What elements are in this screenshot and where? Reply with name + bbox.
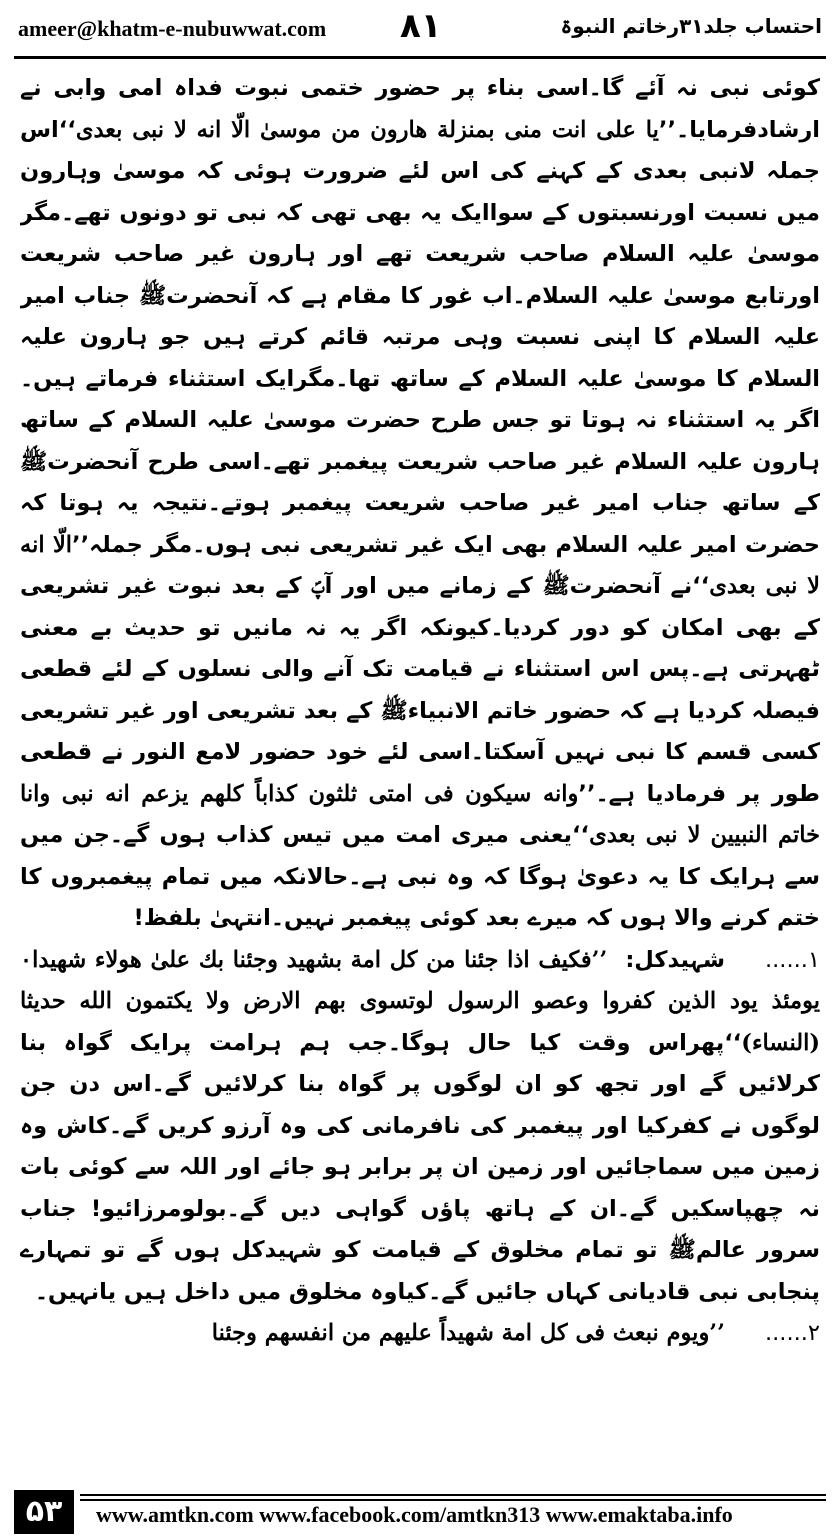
text-run: ‘‘پھراس وقت کیا حال ہوگا۔جب ہم ہرامت پرایک گواہ بنا کرلائیں گے اور تجھ کو ان لوگوں پر گواہ بنا کرلائیں گے۔اس دن جن لوگوں نے کفرکیا اور پیغمبر کی نافرمانی کی وہ آرزو کریں گے۔کاش وہ زمین میں سماجائیں اور زمین ان پر برابر ہو جائے اور اللہ سے کوئی بات نہ چھپاسکیں گے۔ان کے ہاتھ پاؤں گواہی دیں گے۔بولومرزائیو! جناب سرور عالمﷺ تو تمام مخلوق کے قیامت کو شہیدکل ہوں گے تو تمہارے پنجابی نبی قادیانی کہاں جائیں گے۔کیاوہ مخلوق میں داخل ہیں یانہیں۔ — [20, 1029, 820, 1305]
header-divider — [14, 56, 826, 59]
arabic-quote: ’’ویوم نبعث فی کل امة شهیداً علیهم من انفسهم وجئنا — [211, 1320, 725, 1346]
page-footer — [0, 1488, 840, 1540]
footer-divider — [80, 1499, 826, 1501]
text-run: ‘‘نے آنحضرتﷺ کے زمانے میں اور آپؐ کے بعد نبوت غیر تشریعی کے بھی امکان کو دور کردیا۔کیونکہ اگر یہ نہ مانیں تو حدیث بے معنی ٹھہرتی ہے۔پس اس استثناء نے قیامت تک آنے والی نسلوں کے لئے قطعی فیصلہ کردیا ہے کہ حضور خاتم الانبیاءﷺ کے بعد تشریعی اور غیر تشریعی کسی قسم کا نبی نہیں آسکتا۔اسی لئے خود حضور لامع النور نے قطعی طور پر فرمادیا ہے۔’’ — [20, 573, 820, 807]
arabic-quote: وانه سیکون فی امتی ثلثون کذاباً کلهم یزعم انه نبی وانا خاتم النبیین لا نبی بعدی — [20, 780, 820, 848]
header-page-number: ۸۱ — [400, 6, 442, 46]
body-text — [20, 68, 820, 1468]
footer-divider — [80, 1494, 826, 1496]
page-header — [14, 6, 826, 56]
text-run: ‘‘اس جملہ لانبی بعدی کے کہنے کی اس لئے ضرورت ہوئی کہ موسیٰ وہارون میں نسبت اورنسبتوں کے سواایک یہ بھی تھی کہ نبی تو دونوں تھے۔مگر موسیٰ علیہ السلام صاحب شریعت تھے اور ہارون غیر صاحب شریعت اورتابع موسیٰ علیہ السلام۔اب غور کا مقام ہے کہ آنحضرتﷺ جناب امیر علیہ السلام کا اپنی نسبت وہی مرتبہ قائم کرتے ہیں جو ہارون علیہ السلام کا موسیٰ علیہ السلام کے ساتھ تھا۔مگرایک استثناء فرماتے ہیں۔اگر یہ استثناء نہ ہوتا تو جس طرح حضرت موسیٰ علیہ السلام کے ساتھ ہارون علیہ السلام غیر صاحب شریعت پیغمبر تھے۔اسی طرح آنحضرتﷺ کے ساتھ جناب امیر غیر صاحب شریعت پیغمبر ہوتے۔نتیجہ یہ ہوتا کہ حضرت امیر علیہ السلام بھی ایک غیر تشریعی نبی ہوں۔مگر جملہ’’ — [20, 116, 820, 558]
footer-page-number: ۵۳ — [14, 1490, 74, 1534]
header-book-title: احتساب جلد۳۱رخاتم النبوۃ — [560, 14, 822, 38]
footnote-label: شہیدکل: — [625, 946, 725, 973]
arabic-quote: الّا انه لا نبی بعدی — [20, 531, 820, 599]
paragraph — [20, 68, 820, 940]
footer-links: www.amtkn.com www.facebook.com/amtkn313 www.emaktaba.info — [96, 1502, 733, 1527]
footnote-1 — [20, 940, 820, 1314]
arabic-quote: ’’فکیف اذا جئنا من کل امة بشهید وجئنا بك علیٰ هولاء شهیدا۰ یومئذ یود الذین کفروا وعصو الرسول لوتسوی بهم الارض ولا یکتمون الله حدیثا (النساء) — [20, 946, 820, 1056]
footnote-2 — [20, 1313, 820, 1355]
arabic-quote: یا علی انت منی بمنزلة هارون من موسیٰ الّا انه لا نبی بعدی — [75, 116, 659, 143]
footnote-number: ۱...... — [764, 946, 820, 973]
footnote-number: ۲...... — [764, 1320, 820, 1346]
text-run: کوئی نبی نہ آئے گا۔اسی بناء پر حضور ختمی نبوت فداہ امی وابی نے ارشادفرمایا۔’’ — [20, 75, 820, 143]
header-email: ameer@khatm-e-nubuwwat.com — [18, 16, 327, 41]
text-run: ‘‘یعنی میری امت میں تیس کذاب ہوں گے۔جن میں سے ہرایک کا یہ دعویٰ ہوگا کہ وہ نبی ہے۔حالانکہ میں تمام پیغمبروں کا ختم کرنے والا ہوں کہ میرے بعد کوئی پیغمبر نہیں۔انتہیٰ بلفظ! — [20, 822, 820, 931]
